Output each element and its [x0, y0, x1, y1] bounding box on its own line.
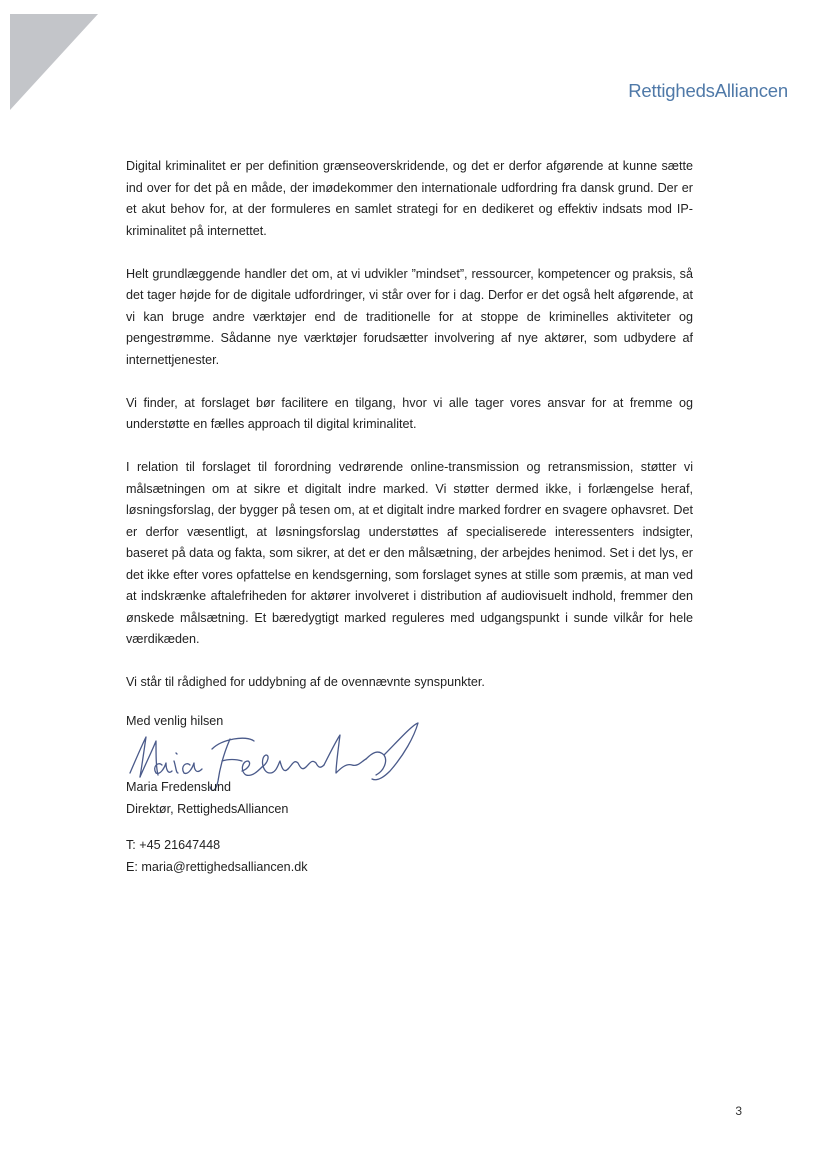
contact-email: E: maria@rettighedsalliancen.dk — [126, 859, 308, 874]
body-paragraph: I relation til forslaget til forordning vedrørende online-transmission og retransmission, støtter vi målsætningen om at sikre et digitalt indre marked. Vi støtter dermed ikke, i forlængelse heraf, løsningsforslag, der bygger på tesen om, at et digitalt indre marked fordrer en svagere ophavsret. Det er derfor væsentligt, at løsningsforslag understøttes af specialiserede interessenters indsigter, baseret på data og fakta, som sikrer, at det er den målsætning, der arbejdes henimod. Set i det lys, er det ikke efter vores opfattelse en kendsgerning, som forslaget synes at stille som præmis, at man ved at indskrænke aftalefriheden for aktører involveret i distribution af audiovisuelt indhold, fremmer den ønskede målsætning. Et bæredygtigt marked reguleres med udgangspunkt i sunde vilkår for hele værdikæden. — [126, 460, 693, 646]
brand-logo: RettighedsAlliancen — [628, 80, 788, 101]
contact-phone: T: +45 21647448 — [126, 838, 221, 852]
body-paragraph: Vi finder, at forslaget bør facilitere en tilgang, hvor vi alle tager vores ansvar for at fremme og understøtte en fælles approach til digital kriminalitet. — [126, 395, 693, 431]
body-paragraph: Digital kriminalitet er per definition grænseoverskridende, og det er derfor afgørende at kunne sætte ind over for det på en måde, der imødekommer den internationale udfordring fra dansk grund. Der er et akut behov for, at der formuleres en samlet strategi for en dedikeret og effektiv indsats mod IP-kriminalitet på internettet. — [126, 159, 693, 238]
page-number: 3 — [735, 1104, 742, 1118]
letter-body — [126, 156, 693, 715]
body-paragraph: Helt grundlæggende handler det om, at vi udvikler ”mindset”, ressourcer, kompetencer og praksis, så det tager højde for de digitale udfordringer, vi står over for i dag. Derfor er det også helt afgørende, at vi kan bruge andre værktøjer end de traditionelle for at stoppe de kriminelles aktiviteter og pengestrømme. Sådanne nye værktøjer forudsætter involvering af nye aktører, som udbydere af internettjenester. — [126, 266, 693, 367]
contact-block — [126, 835, 526, 878]
closing-greeting: Med venlig hilsen — [126, 714, 224, 728]
body-paragraph: Vi står til rådighed for uddybning af de ovennævnte synspunkter. — [126, 675, 485, 689]
signer-block — [126, 777, 526, 820]
signer-title: Direktør, RettighedsAlliancen — [126, 801, 289, 816]
corner-fold-decoration — [0, 0, 100, 112]
signer-name: Maria Fredenslund — [126, 780, 231, 794]
